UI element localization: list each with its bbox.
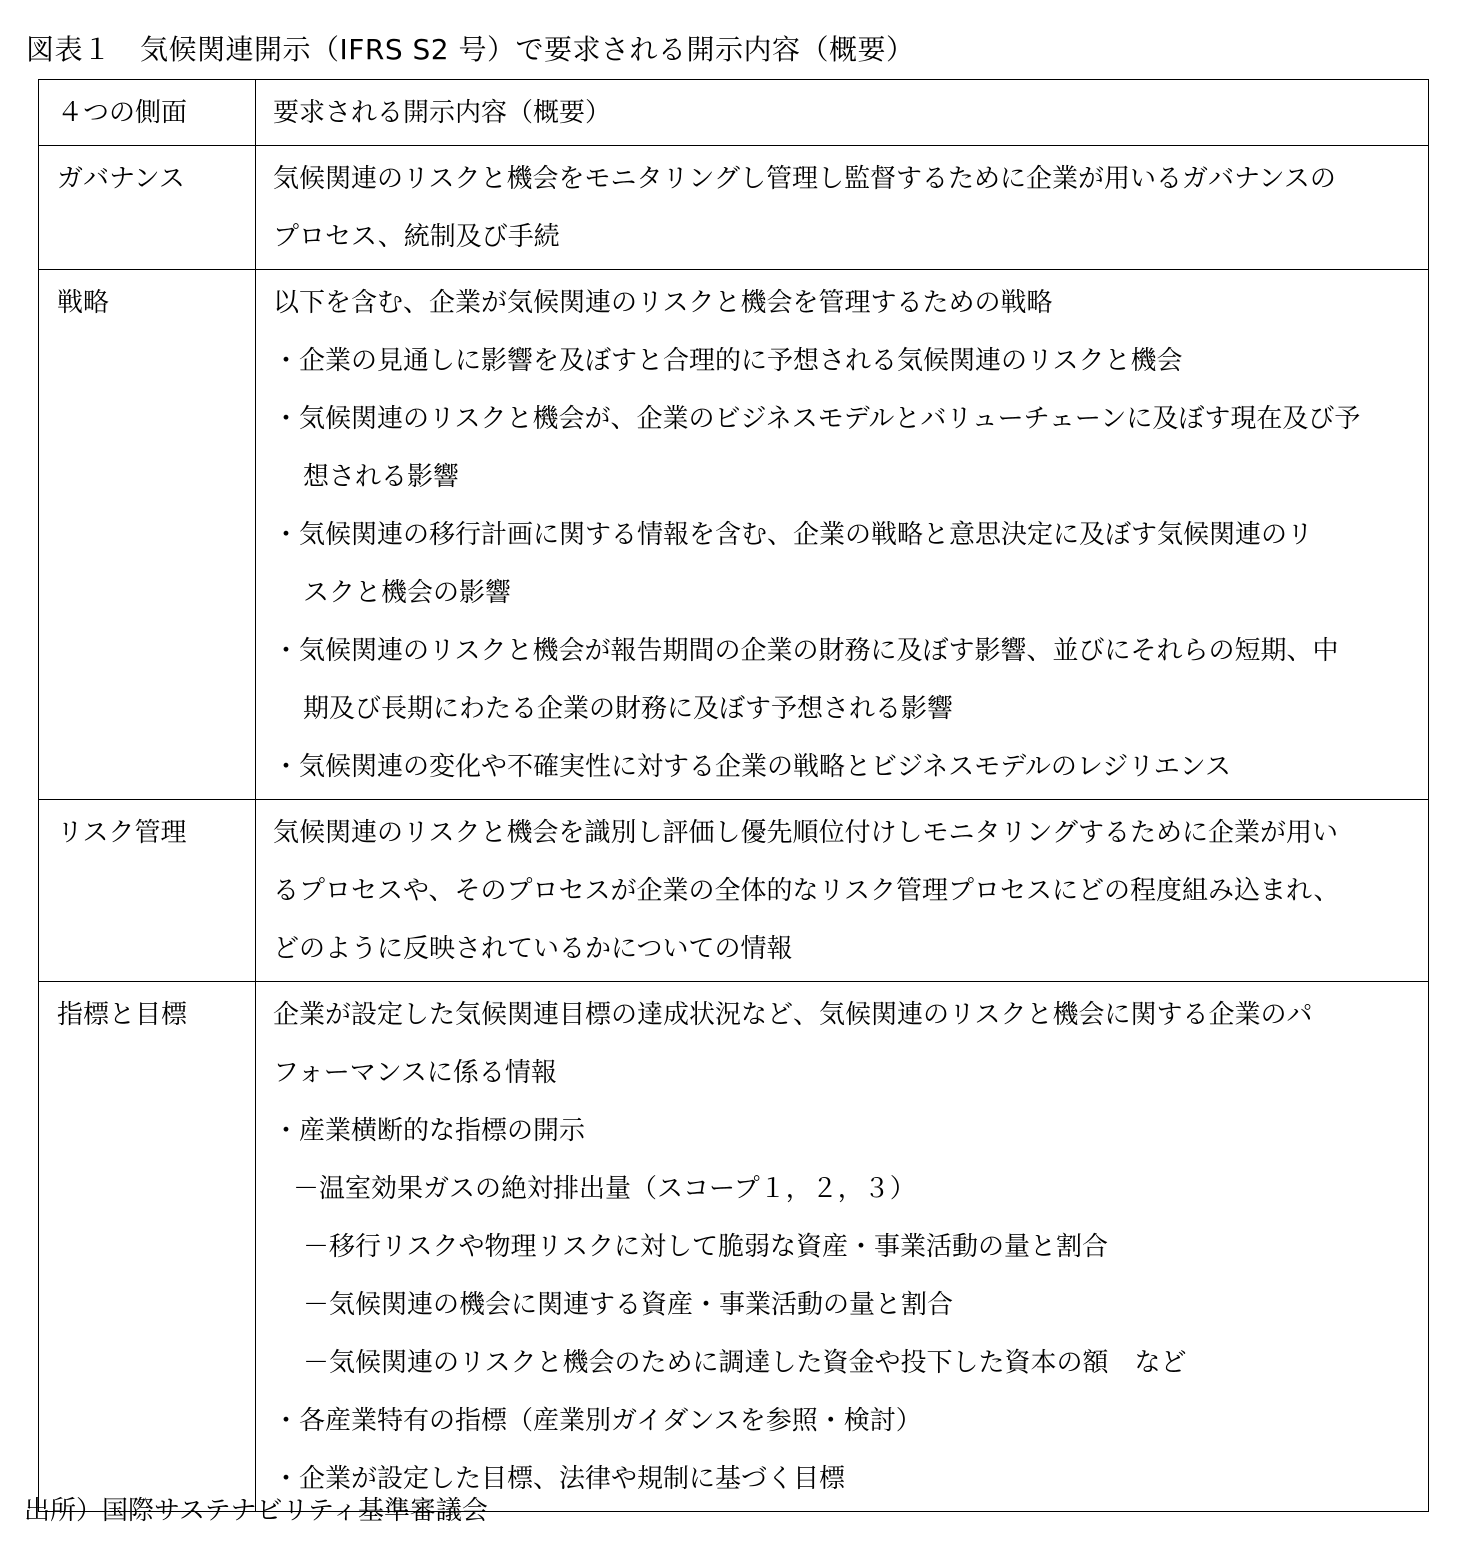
document-title: 図表１ 気候関連開示（IFRS S2 号）で要求される開示内容（概要） xyxy=(26,33,915,66)
sub-item-line: －温室効果ガスの絶対排出量（スコープ１，２，３） xyxy=(293,1174,916,1204)
header-content-cell xyxy=(256,80,1429,146)
source-note: 出所）国際サステナビリティ基準審議会 xyxy=(24,1496,488,1526)
aspect-label-strategy: 戦略 xyxy=(57,288,110,318)
header-content: 要求される開示内容（概要） xyxy=(273,98,612,128)
aspect-cell xyxy=(39,982,256,1512)
bullet-continuation-line: 期及び長期にわたる企業の財務に及ぼす予想される影響 xyxy=(303,694,954,724)
content-line: プロセス、統制及び手続 xyxy=(273,222,560,252)
bullet-line: ・気候関連の移行計画に関する情報を含む、企業の戦略と意思決定に及ぼす気候関連のリ xyxy=(273,520,1314,550)
header-aspect-cell xyxy=(39,80,256,146)
table-row-risk-management xyxy=(39,800,1429,982)
header-aspect: ４つの側面 xyxy=(57,98,188,128)
content-cell xyxy=(256,146,1429,270)
content-cell xyxy=(256,982,1429,1512)
content-cell xyxy=(256,270,1429,800)
bullet-line: ・気候関連の変化や不確実性に対する企業の戦略とビジネスモデルのレジリエンス xyxy=(273,752,1231,782)
aspect-label-metrics-targets: 指標と目標 xyxy=(57,1000,188,1030)
aspect-label-risk-management: リスク管理 xyxy=(57,818,187,848)
aspect-label-governance: ガバナンス xyxy=(57,164,185,194)
table-header-row xyxy=(39,80,1429,146)
sub-item-line: －気候関連のリスクと機会のために調達した資金や投下した資本の額 など xyxy=(303,1348,1187,1378)
content-line: 気候関連のリスクと機会をモニタリングし管理し監督するために企業が用いるガバナンスの xyxy=(273,164,1336,194)
content-line: 以下を含む、企業が気候関連のリスクと機会を管理するための戦略 xyxy=(273,288,1053,318)
content-line: 気候関連のリスクと機会を識別し評価し優先順位付けしモニタリングするために企業が用い xyxy=(273,818,1338,848)
bullet-line: ・気候関連のリスクと機会が報告期間の企業の財務に及ぼす影響、並びにそれらの短期、中 xyxy=(273,636,1339,666)
content-line: フォーマンスに係る情報 xyxy=(273,1058,557,1088)
bullet-line: ・産業横断的な指標の開示 xyxy=(273,1116,586,1146)
sub-item-line: －気候関連の機会に関連する資産・事業活動の量と割合 xyxy=(303,1290,954,1320)
content-line: どのように反映されているかについての情報 xyxy=(273,934,793,964)
disclosure-table xyxy=(38,79,1429,1512)
bullet-line: ・各産業特有の指標（産業別ガイダンスを参照・検討） xyxy=(273,1406,922,1436)
bullet-continuation-line: スクと機会の影響 xyxy=(303,578,512,608)
table-row-governance xyxy=(39,146,1429,270)
content-line: 企業が設定した気候関連目標の達成状況など、気候関連のリスクと機会に関する企業のパ xyxy=(273,1000,1313,1030)
sub-item-line: －移行リスクや物理リスクに対して脆弱な資産・事業活動の量と割合 xyxy=(303,1232,1108,1262)
table-row-strategy xyxy=(39,270,1429,800)
aspect-cell xyxy=(39,270,256,800)
bullet-line: ・企業が設定した目標、法律や規制に基づく目標 xyxy=(273,1464,846,1494)
aspect-cell xyxy=(39,800,256,982)
bullet-line: ・気候関連のリスクと機会が、企業のビジネスモデルとバリューチェーンに及ぼす現在及び予 xyxy=(273,404,1361,434)
table-row-metrics-targets xyxy=(39,982,1429,1512)
aspect-cell xyxy=(39,146,256,270)
bullet-continuation-line: 想される影響 xyxy=(303,462,460,492)
content-line: るプロセスや、そのプロセスが企業の全体的なリスク管理プロセスにどの程度組み込まれ、 xyxy=(273,876,1340,906)
content-cell xyxy=(256,800,1429,982)
bullet-line: ・企業の見通しに影響を及ぼすと合理的に予想される気候関連のリスクと機会 xyxy=(273,346,1183,376)
